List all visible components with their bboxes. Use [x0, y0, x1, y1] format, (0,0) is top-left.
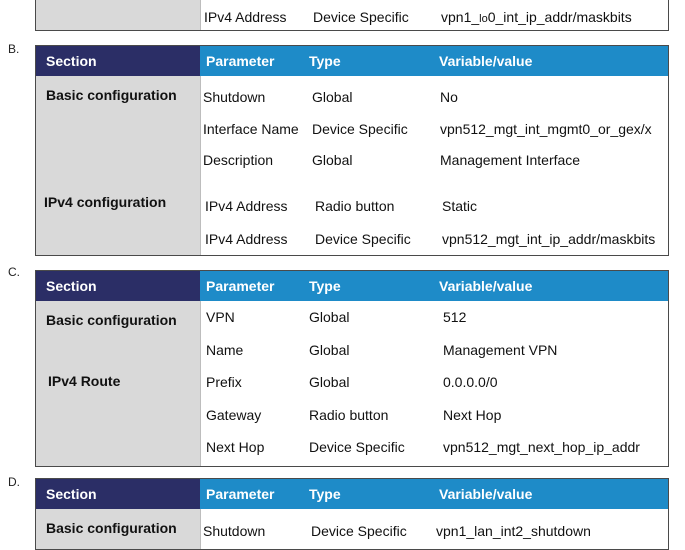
- value-cell: Management VPN: [443, 342, 558, 358]
- section-label: Basic configuration: [46, 312, 177, 328]
- table-header: [36, 46, 668, 76]
- column-divider: [200, 0, 201, 30]
- option-c-table: [35, 270, 669, 467]
- parameter-cell: IPv4 Address: [205, 231, 288, 247]
- table-header: [36, 479, 668, 509]
- header-parameter: Parameter: [206, 53, 275, 69]
- value-cell: vpn512_mgt_int_mgmt0_or_gex/x: [440, 121, 652, 137]
- value-cell: Next Hop: [443, 407, 502, 423]
- option-d-letter: D.: [8, 475, 20, 489]
- option-d-table: [35, 478, 669, 550]
- header-value: Variable/value: [439, 278, 533, 294]
- column-divider: [200, 301, 201, 466]
- type-cell: Global: [309, 374, 350, 390]
- type-cell: Radio button: [309, 407, 389, 423]
- parameter-cell: Next Hop: [206, 439, 265, 455]
- parameter-cell: Description: [203, 152, 274, 168]
- header-section: Section: [46, 278, 97, 294]
- type-cell: Device Specific: [311, 523, 407, 539]
- type-cell: Global: [312, 89, 353, 105]
- header-value: Variable/value: [439, 53, 533, 69]
- section-label: IPv4 configuration: [44, 194, 167, 210]
- value-cell: 0.0.0.0/0: [443, 374, 498, 390]
- parameter-cell: IPv4 Address: [204, 9, 287, 25]
- option-a-table-fragment: [35, 0, 669, 31]
- section-label: Basic configuration: [46, 520, 177, 536]
- type-cell: Global: [309, 309, 350, 325]
- header-type: Type: [309, 278, 341, 294]
- parameter-cell: VPN: [206, 309, 235, 325]
- value-cell: vpn512_mgt_int_ip_addr/maskbits: [442, 231, 656, 247]
- header-parameter: Parameter: [206, 278, 275, 294]
- option-b-table: [35, 45, 669, 256]
- parameter-cell: IPv4 Address: [205, 198, 288, 214]
- value-cell: vpn1_lan_int2_shutdown: [436, 523, 591, 539]
- header-type: Type: [309, 486, 341, 502]
- type-cell: Device Specific: [315, 231, 411, 247]
- parameter-cell: Name: [206, 342, 244, 358]
- parameter-cell: Interface Name: [203, 121, 299, 137]
- section-label: IPv4 Route: [48, 373, 121, 389]
- type-cell: Device Specific: [313, 9, 409, 25]
- value-cell: vpn512_mgt_next_hop_ip_addr: [443, 439, 640, 455]
- value-cell: 512: [443, 309, 467, 325]
- table-header: [36, 271, 668, 301]
- header-section: Section: [46, 486, 97, 502]
- parameter-cell: Shutdown: [203, 89, 266, 105]
- header-parameter: Parameter: [206, 486, 275, 502]
- header-value: Variable/value: [439, 486, 533, 502]
- type-cell: Radio button: [315, 198, 395, 214]
- value-cell: Static: [442, 198, 478, 214]
- value-cell: Management Interface: [440, 152, 581, 168]
- header-type: Type: [309, 53, 341, 69]
- parameter-cell: Gateway: [206, 407, 262, 423]
- option-c-letter: C.: [8, 265, 20, 279]
- parameter-cell: Prefix: [206, 374, 242, 390]
- parameter-cell: Shutdown: [203, 523, 266, 539]
- section-label: Basic configuration: [46, 87, 177, 103]
- type-cell: Device Specific: [312, 121, 408, 137]
- section-column: [36, 0, 200, 30]
- column-divider: [200, 509, 201, 549]
- type-cell: Device Specific: [309, 439, 405, 455]
- value-cell: vpn1_lo0_int_ip_addr/maskbits: [441, 9, 632, 25]
- type-cell: Global: [312, 152, 353, 168]
- option-b-letter: B.: [8, 42, 20, 56]
- column-divider: [200, 76, 201, 255]
- type-cell: Global: [309, 342, 350, 358]
- value-cell: No: [440, 89, 458, 105]
- header-section: Section: [46, 53, 97, 69]
